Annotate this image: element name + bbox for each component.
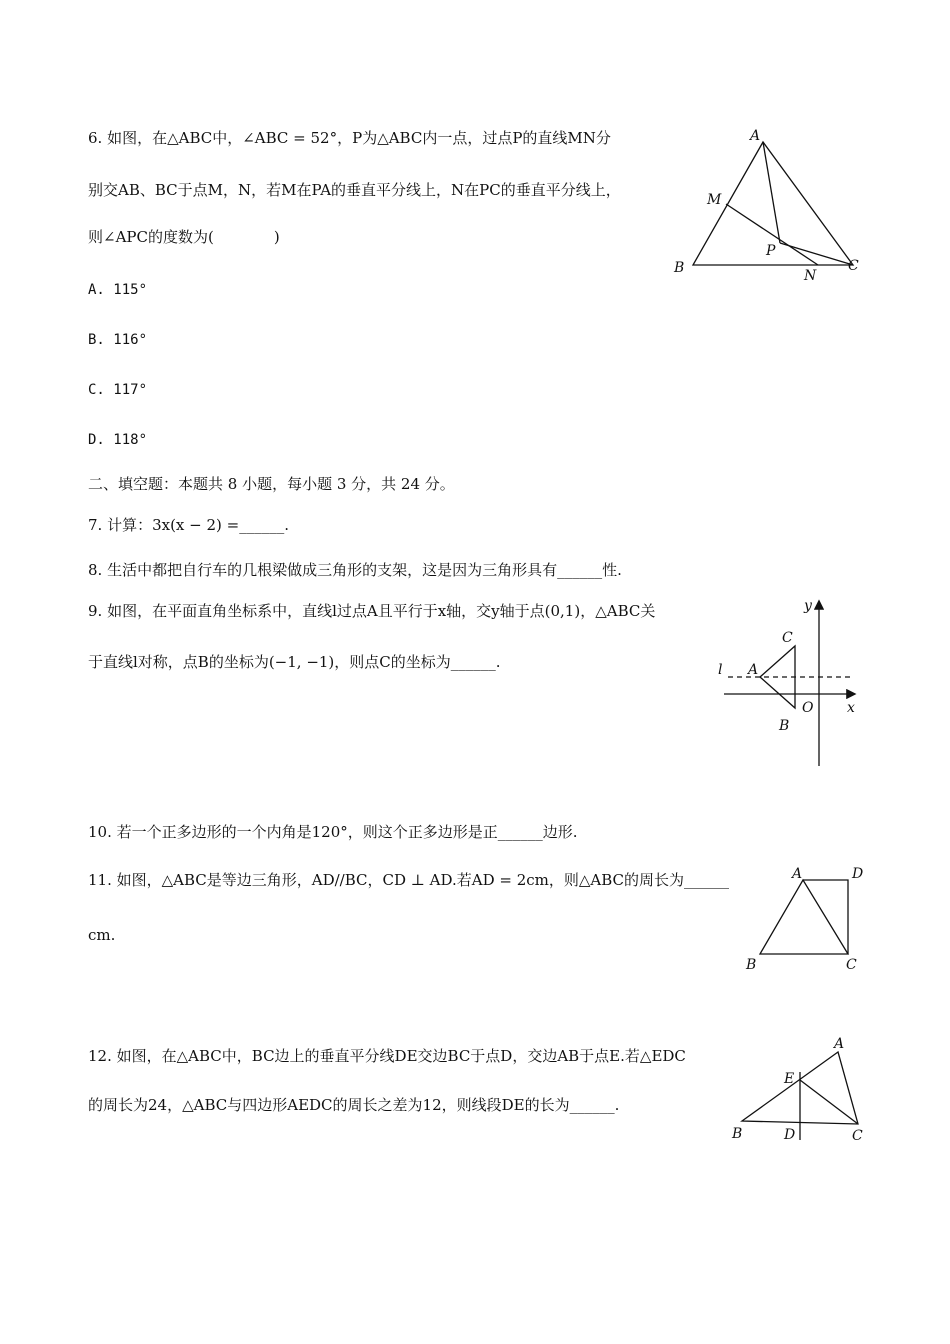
q9-label-a: A (748, 662, 759, 678)
q12-line-1: 12. 如图，在△ABC中，BC边上的垂直平分线DE交边BC于点D，交边AB于点E.若△EDC (88, 1047, 686, 1065)
q6-label-b: B (674, 260, 685, 276)
q11-label-c: C (846, 957, 857, 973)
q9-label-c: C (782, 630, 793, 646)
q6-segment-pc (780, 243, 853, 265)
q12-label-c: C (852, 1128, 863, 1144)
q11-label-b: B (746, 957, 757, 973)
q12-label-d: D (784, 1127, 796, 1143)
q12-label-b: B (732, 1126, 743, 1142)
q12-figure (726, 1032, 871, 1147)
q6-line-2: 别交AB、BC于点M，N，若M在PA的垂直平分线上，N在PC的垂直平分线上， (88, 181, 621, 199)
q6-label-c: C (848, 258, 859, 274)
q12-segment-ec (800, 1080, 858, 1124)
q6-label-a: A (750, 128, 761, 144)
q6-option-c: C. 117° (88, 382, 148, 398)
q11-label-d: D (852, 866, 864, 882)
q9-label-b: B (779, 718, 790, 734)
q9-figure (712, 596, 872, 771)
q6-label-m: M (707, 192, 722, 208)
q6-figure (668, 122, 868, 292)
q9-line-1: 9. 如图，在平面直角坐标系中，直线l过点A且平行于x轴，交y轴于点(0,1)，△ABC关 (88, 602, 656, 620)
q6-label-n: N (804, 268, 817, 284)
q11-triangle-abc (760, 880, 848, 954)
q6-option-a: A. 115° (88, 282, 148, 298)
q9-label-y: y (804, 598, 812, 614)
q6-label-p: P (766, 243, 776, 259)
q9-label-x: x (847, 700, 855, 716)
q11-line-2: cm. (88, 926, 116, 944)
q6-option-b: B. 116° (88, 332, 148, 348)
q6-segment-pa (763, 142, 780, 243)
q6-line-3: 则∠APC的度数为( ) (88, 228, 280, 246)
q8-text: 8. 生活中都把自行车的几根梁做成三角形的支架，这是因为三角形具有______性. (88, 561, 622, 579)
q9-line-2: 于直线l对称，点B的坐标为(−1, −1)，则点C的坐标为______. (88, 653, 501, 671)
section-2-heading: 二、填空题：本题共 8 小题，每小题 3 分，共 24 分。 (88, 475, 455, 493)
q9-label-l: l (718, 662, 723, 678)
q6-line-1: 6. 如图，在△ABC中，∠ABC = 52°，P为△ABC内一点，过点P的直线MN分 (88, 129, 611, 147)
q11-line-1: 11. 如图，△ABC是等边三角形，AD//BC，CD ⊥ AD.若AD = 2cm，则△ABC的周长为______ (88, 871, 730, 889)
q12-line-2: 的周长为24，△ABC与四边形AEDC的周长之差为12，则线段DE的长为______. (88, 1096, 620, 1114)
q9-label-o: O (802, 700, 814, 716)
q7-text: 7. 计算：3x(x − 2) =______. (88, 516, 289, 534)
q11-label-a: A (792, 866, 803, 882)
q11-figure (740, 862, 870, 977)
q10-text: 10. 若一个正多边形的一个内角是120°，则这个正多边形是正______边形. (88, 823, 578, 841)
q12-label-a: A (834, 1036, 845, 1052)
q6-option-d: D. 118° (88, 432, 148, 448)
q12-label-e: E (784, 1071, 795, 1087)
